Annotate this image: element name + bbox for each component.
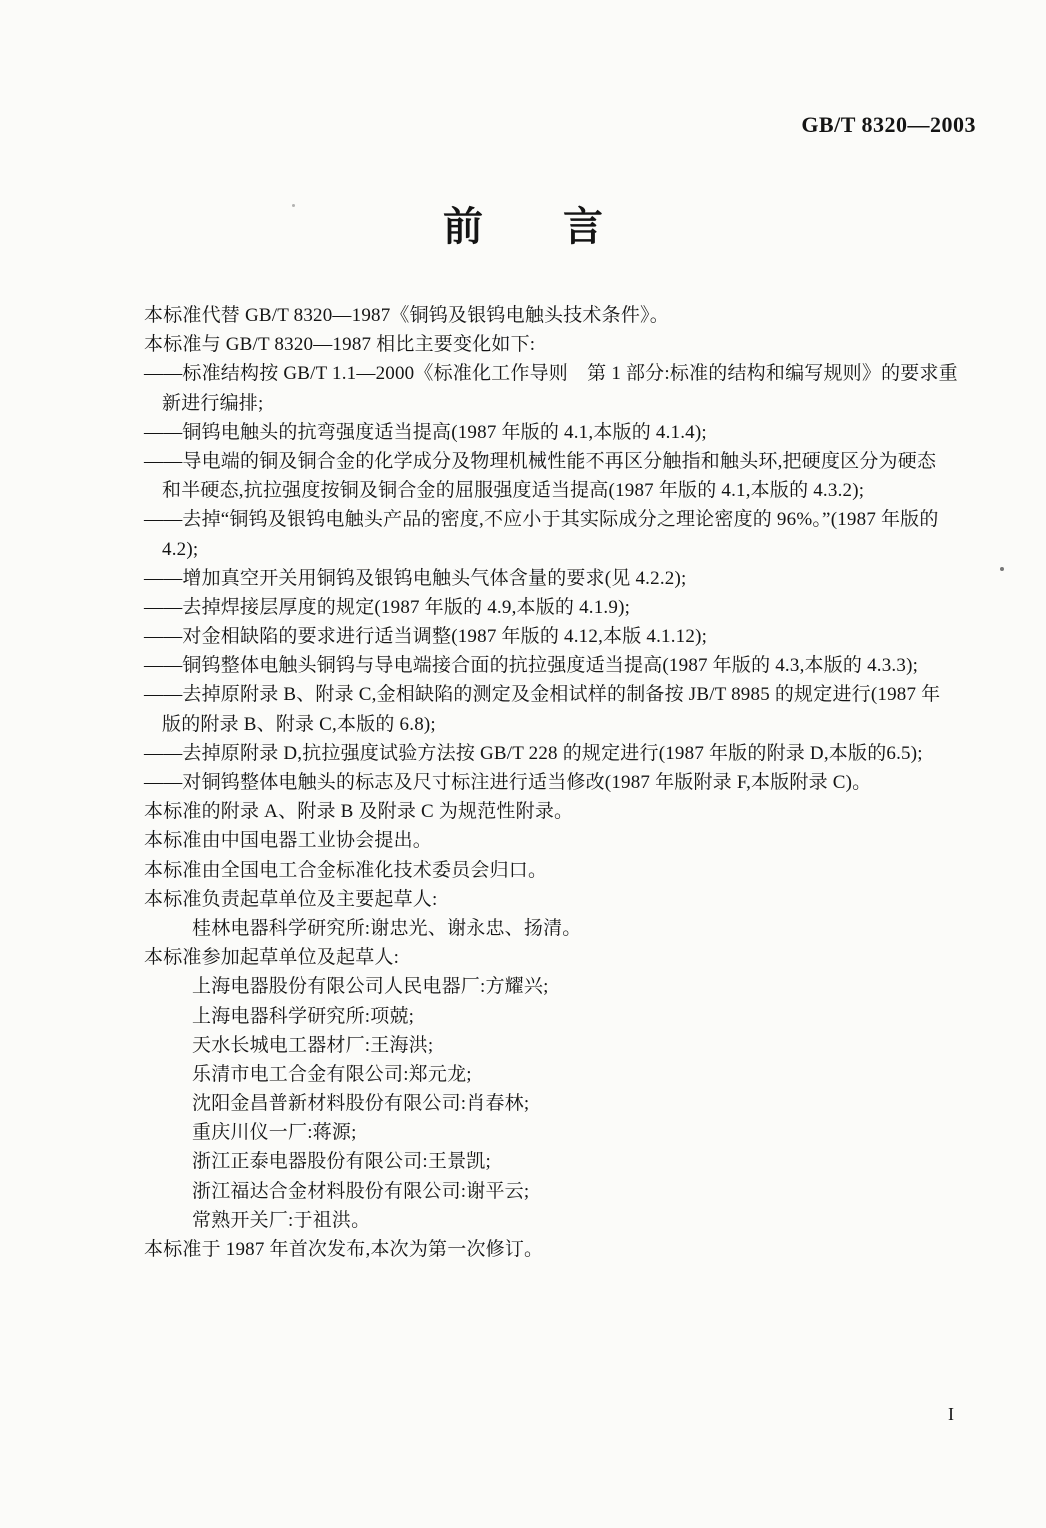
text-line: 新进行编排; bbox=[162, 392, 264, 414]
text-line: 本标准负责起草单位及主要起草人: bbox=[144, 888, 438, 910]
text-line: ——增加真空开关用铜钨及银钨电触头气体含量的要求(见 4.2.2); bbox=[144, 567, 687, 589]
scan-speck bbox=[1000, 567, 1004, 571]
text-line: 本标准于 1987 年首次发布,本次为第一次修订。 bbox=[144, 1239, 544, 1260]
text-line: 本标准的附录 A、附录 B 及附录 C 为规范性附录。 bbox=[144, 801, 574, 823]
text-line: 本标准由中国电器工业协会提出。 bbox=[144, 830, 433, 852]
text-line: 上海电器股份有限公司人民电器厂:方耀兴; bbox=[192, 976, 549, 998]
text-line: ——铜钨整体电触头铜钨与导电端接合面的抗拉强度适当提高(1987 年版的 4.3,本版的 4.3.3); bbox=[144, 655, 919, 677]
text-line: 天水长城电工器材厂:王海洪; bbox=[192, 1034, 434, 1056]
document-body bbox=[0, 301, 1046, 1264]
text-line: 4.2); bbox=[162, 538, 199, 560]
text-line: 版的附录 B、附录 C,本版的 6.8); bbox=[162, 713, 436, 735]
text-line: 浙江正泰电器股份有限公司:王景凯; bbox=[192, 1151, 491, 1173]
text-line: 常熟开关厂:于祖洪。 bbox=[192, 1209, 371, 1231]
text-line: 浙江福达合金材料股份有限公司:谢平云; bbox=[192, 1180, 530, 1202]
text-line: 沈阳金昌普新材料股份有限公司:肖春林; bbox=[192, 1093, 530, 1115]
page-title: 前 言 bbox=[443, 204, 603, 249]
text-line: ——去掉“铜钨及银钨电触头产品的密度,不应小于其实际成分之理论密度的 96%。”(1987 年版的 bbox=[144, 509, 939, 531]
text-line: 本标准由全国电工合金标准化技术委员会归口。 bbox=[144, 859, 548, 881]
text-line: ——导电端的铜及铜合金的化学成分及物理机械性能不再区分触指和触头环,把硬度区分为硬态 bbox=[144, 450, 937, 472]
text-line: 乐清市电工合金有限公司:郑元龙; bbox=[192, 1063, 472, 1085]
text-line: ——标准结构按 GB/T 1.1—2000《标准化工作导则 第 1 部分:标准的结构和编写规则》的要求重 bbox=[144, 363, 958, 385]
text-line: 本标准参加起草单位及起草人: bbox=[144, 947, 400, 969]
text-line: 上海电器科学研究所:项兢; bbox=[192, 1005, 415, 1027]
text-line: 桂林电器科学研究所:谢忠光、谢永忠、扬清。 bbox=[192, 917, 582, 939]
text-line: 本标准代替 GB/T 8320—1987《铜钨及银钨电触头技术条件》。 bbox=[144, 305, 669, 326]
scan-speck bbox=[292, 204, 295, 207]
text-line: ——对金相缺陷的要求进行适当调整(1987 年版的 4.12,本版 4.1.12); bbox=[144, 626, 708, 648]
text-line: ——去掉焊接层厚度的规定(1987 年版的 4.9,本版的 4.1.9); bbox=[144, 596, 631, 618]
text-line: ——对铜钨整体电触头的标志及尺寸标注进行适当修改(1987 年版附录 F,本版附录 C)。 bbox=[144, 772, 872, 793]
text-line: 和半硬态,抗拉强度按铜及铜合金的屈服强度适当提高(1987 年版的 4.1,本版的 4.3.2); bbox=[162, 480, 865, 502]
text-line: 本标准与 GB/T 8320—1987 相比主要变化如下: bbox=[144, 334, 536, 356]
text-line: ——铜钨电触头的抗弯强度适当提高(1987 年版的 4.1,本版的 4.1.4); bbox=[144, 421, 707, 443]
text-line: ——去掉原附录 B、附录 C,金相缺陷的测定及金相试样的制备按 JB/T 8985 的规定进行(1987 年 bbox=[144, 684, 941, 706]
page-number: I bbox=[948, 1404, 955, 1424]
text-line: ——去掉原附录 D,抗拉强度试验方法按 GB/T 228 的规定进行(1987 年版的附录 D,本版的6.5); bbox=[144, 742, 923, 764]
standard-code: GB/T 8320—2003 bbox=[801, 112, 976, 137]
text-line: 重庆川仪一厂:蒋源; bbox=[192, 1122, 357, 1144]
